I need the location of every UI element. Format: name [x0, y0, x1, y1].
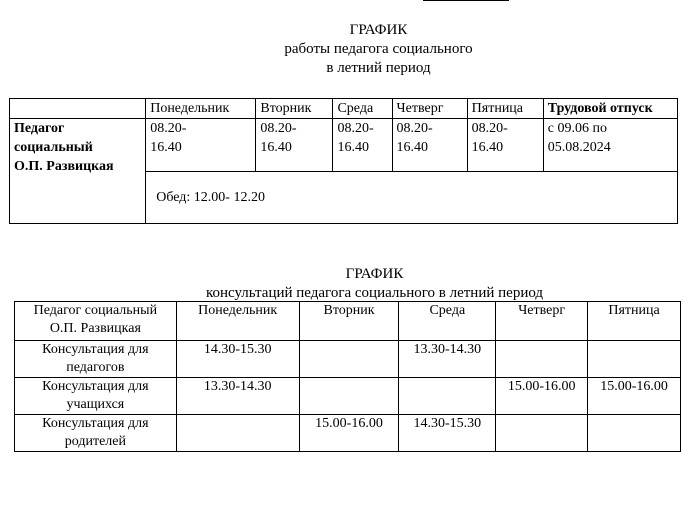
row-label-line: Консультация для: [42, 379, 149, 394]
vacation-from: с 09.06 по: [547, 121, 607, 136]
time-end: 16.40: [150, 140, 182, 155]
time-start: 08.20-: [471, 121, 508, 136]
vacation-to: 05.08.2024: [547, 140, 611, 155]
header-person-line: Педагог социальный: [33, 303, 158, 318]
time-end: 16.40: [471, 140, 504, 155]
vacation-cell: [543, 119, 677, 172]
time-cell-thursday: [392, 119, 467, 172]
consult-row-label: [15, 341, 177, 378]
consult-cell: [496, 415, 588, 452]
lunch-cell: Обед: 12.00- 12.20: [146, 172, 678, 224]
header-cell-tuesday: Вторник: [256, 99, 333, 119]
row-label-line: родителей: [64, 434, 126, 449]
consult-cell: 15.00-16.00: [299, 415, 399, 452]
consult-table-header-row: [15, 302, 681, 341]
person-cell: [10, 119, 146, 224]
time-cell-wednesday: [333, 119, 392, 172]
time-cell-tuesday: [256, 119, 333, 172]
work-schedule-table: [9, 98, 678, 224]
header-person-name: О.П. Развицкая: [49, 321, 141, 336]
consult-header-monday: Понедельник: [176, 302, 299, 341]
time-start: 08.20-: [396, 121, 433, 136]
consult-cell: [588, 341, 681, 378]
consult-cell: [176, 415, 299, 452]
row-label-line: Консультация для: [42, 416, 149, 431]
consult-cell: [299, 378, 399, 415]
consult-cell: [496, 341, 588, 378]
header-cell-thursday: Четверг: [392, 99, 467, 119]
header-cell-friday: Пятница: [467, 99, 543, 119]
work-schedule-title: ГРАФИК: [349, 22, 408, 38]
consult-schedule-title: ГРАФИК: [345, 266, 404, 282]
work-schedule-subtitle-line1: работы педагога социального: [284, 41, 473, 57]
header-cell-vacation: Трудовой отпуск: [543, 99, 677, 119]
consult-row-label: [15, 378, 177, 415]
work-table-row: [10, 119, 678, 172]
work-table-header-row: [10, 99, 678, 119]
time-end: 16.40: [260, 140, 292, 155]
consult-row-students: [15, 378, 681, 415]
person-line: Педагог: [14, 121, 65, 136]
row-label-line: Консультация для: [42, 342, 149, 357]
consult-row-teachers: [15, 341, 681, 378]
time-start: 08.20-: [260, 121, 297, 136]
consult-cell: 14.30-15.30: [176, 341, 299, 378]
consult-header-thursday: Четверг: [496, 302, 588, 341]
time-end: 16.40: [396, 140, 429, 155]
consult-cell: [299, 341, 399, 378]
work-schedule-subtitle-line2: в летний период: [326, 60, 431, 76]
time-start: 08.20-: [150, 121, 187, 136]
consult-row-label: [15, 415, 177, 452]
person-name: О.П. Развицкая: [14, 159, 114, 174]
row-label-line: педагогов: [66, 360, 125, 375]
consult-header-tuesday: Вторник: [299, 302, 399, 341]
person-line: социальный: [14, 140, 93, 155]
top-rule: [423, 0, 509, 1]
time-cell-friday: [467, 119, 543, 172]
header-cell-wednesday: Среда: [333, 99, 392, 119]
time-end: 16.40: [337, 140, 369, 155]
consult-cell: [588, 415, 681, 452]
consult-schedule-table: [14, 301, 681, 452]
time-start: 08.20-: [337, 121, 374, 136]
consult-cell: 14.30-15.30: [399, 415, 496, 452]
consult-schedule-subtitle: консультаций педагога социального в летний период: [205, 285, 544, 301]
work-schedule-heading: [30, 21, 697, 78]
consult-cell: 15.00-16.00: [588, 378, 681, 415]
consult-cell: 15.00-16.00: [496, 378, 588, 415]
consult-schedule-heading: [26, 265, 697, 303]
consult-cell: [399, 378, 496, 415]
header-cell-empty: [10, 99, 146, 119]
consult-cell: 13.30-14.30: [399, 341, 496, 378]
row-label-line: учащихся: [66, 397, 125, 412]
consult-header-friday: Пятница: [588, 302, 681, 341]
time-cell-monday: [146, 119, 256, 172]
consult-cell: 13.30-14.30: [176, 378, 299, 415]
consult-header-wednesday: Среда: [399, 302, 496, 341]
consult-row-parents: [15, 415, 681, 452]
header-cell-monday: Понедельник: [146, 99, 256, 119]
consult-header-person: [15, 302, 177, 341]
